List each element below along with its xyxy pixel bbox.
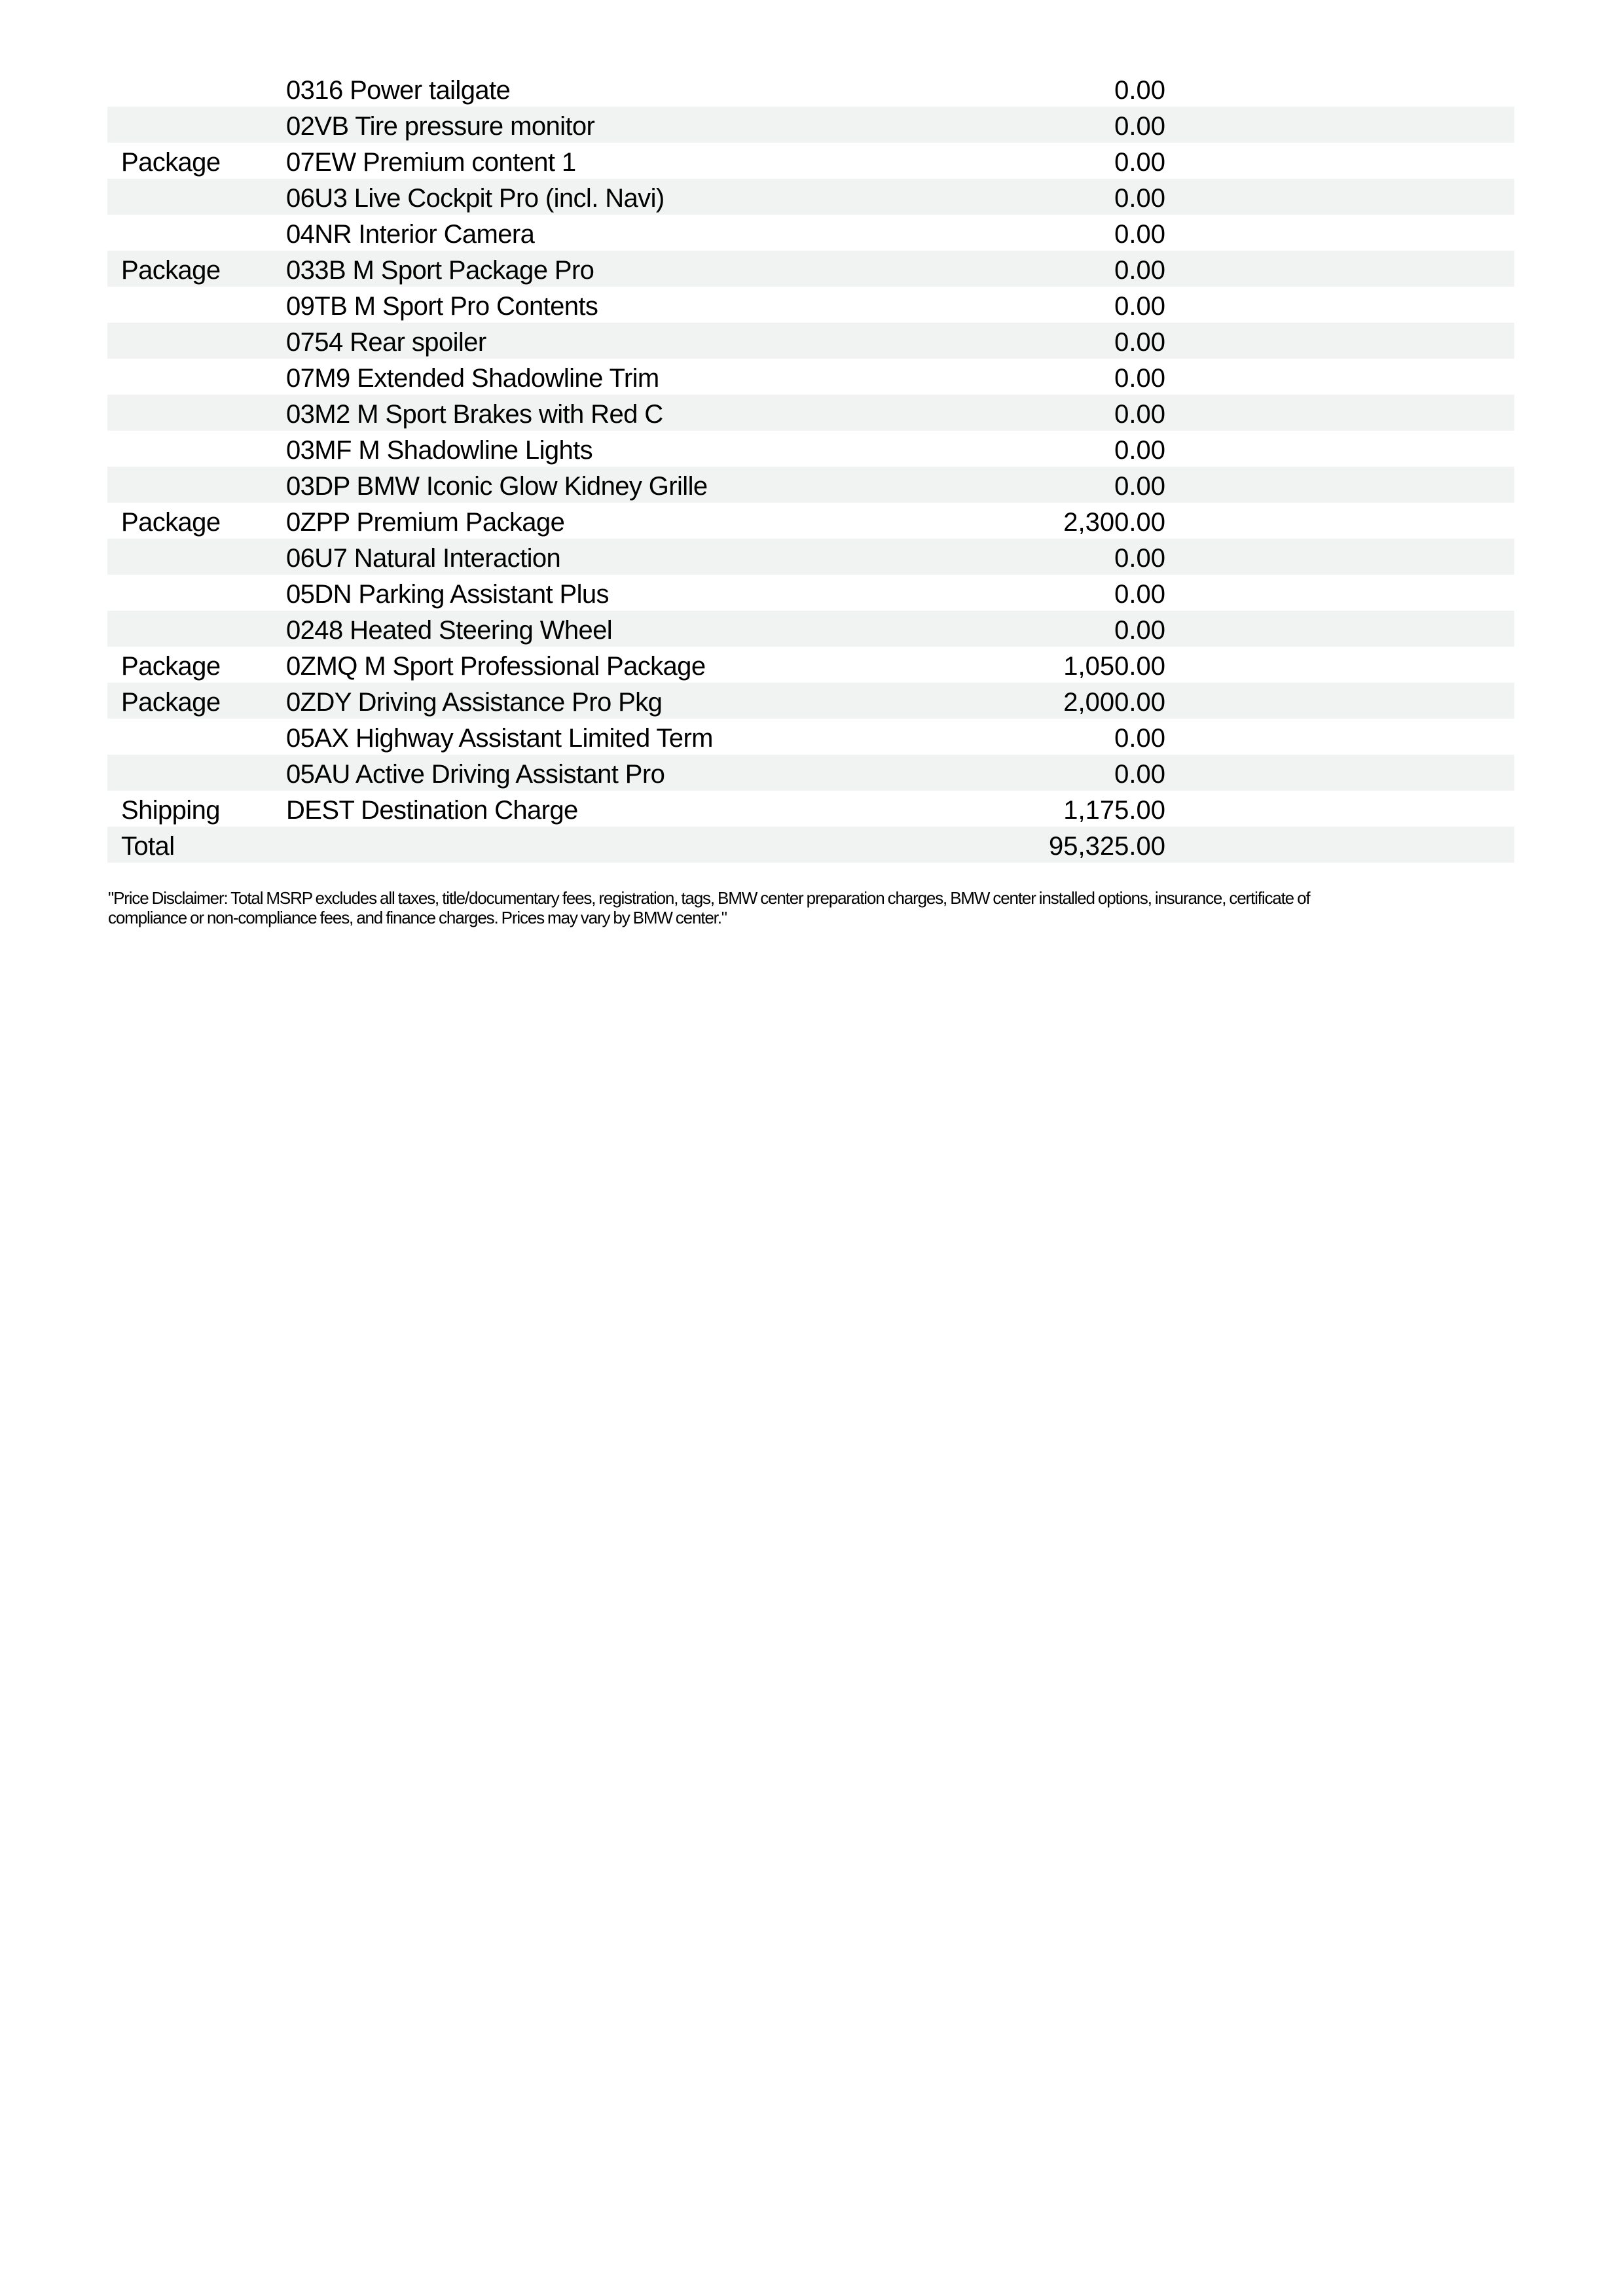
row-price: 0.00 <box>1114 148 1165 177</box>
row-description: 04NR Interior Camera <box>286 220 535 249</box>
price-disclaimer <box>108 888 1516 927</box>
row-category: Package <box>121 256 221 285</box>
row-price: 0.00 <box>1114 400 1165 429</box>
row-description: 03MF M Shadowline Lights <box>286 436 593 465</box>
table-row <box>107 611 1514 647</box>
row-description: 05AU Active Driving Assistant Pro <box>286 760 665 789</box>
row-description: 09TB M Sport Pro Contents <box>286 292 598 321</box>
table-row <box>107 539 1514 575</box>
row-category: Package <box>121 688 221 717</box>
row-price: 0.00 <box>1114 724 1165 753</box>
row-price: 0.00 <box>1114 76 1165 105</box>
row-description: 07EW Premium content 1 <box>286 148 576 177</box>
table-row <box>107 287 1514 323</box>
total-label: Total <box>121 832 175 861</box>
table-row <box>107 323 1514 359</box>
disclaimer-line-2: compliance or non-compliance fees, and finance charges. Prices may vary by BMW center." <box>108 908 727 927</box>
row-price: 0.00 <box>1114 220 1165 249</box>
table-row <box>107 431 1514 467</box>
table-row <box>107 179 1514 215</box>
table-row <box>107 575 1514 611</box>
row-price: 0.00 <box>1114 112 1165 141</box>
row-description: 0316 Power tailgate <box>286 76 511 105</box>
table-row <box>107 359 1514 395</box>
row-description: 0248 Heated Steering Wheel <box>286 616 613 645</box>
table-row <box>107 719 1514 755</box>
row-description: 0ZMQ M Sport Professional Package <box>286 652 706 681</box>
row-price: 0.00 <box>1114 544 1165 573</box>
row-category: Package <box>121 148 221 177</box>
total-price: 95,325.00 <box>1049 832 1165 861</box>
row-price: 0.00 <box>1114 580 1165 609</box>
row-description: 05AX Highway Assistant Limited Term <box>286 724 713 753</box>
row-description: 06U7 Natural Interaction <box>286 544 561 573</box>
table-row <box>107 251 1514 287</box>
row-description: 06U3 Live Cockpit Pro (incl. Navi) <box>286 184 665 213</box>
row-description: 033B M Sport Package Pro <box>286 256 594 285</box>
row-category: Shipping <box>121 796 220 825</box>
row-price: 0.00 <box>1114 256 1165 285</box>
row-price: 0.00 <box>1114 760 1165 789</box>
table-row <box>107 791 1514 827</box>
table-row <box>107 683 1514 719</box>
row-price: 1,175.00 <box>1063 796 1165 825</box>
row-price: 0.00 <box>1114 292 1165 321</box>
row-price: 0.00 <box>1114 436 1165 465</box>
row-description: DEST Destination Charge <box>286 796 578 825</box>
disclaimer-line-1: "Price Disclaimer: Total MSRP excludes all taxes, title/documentary fees, registration, tags, BMW center preparation charges, BMW center installed options, insurance, certificate of <box>108 888 1310 908</box>
row-description: 03M2 M Sport Brakes with Red C <box>286 400 663 429</box>
table-row <box>107 467 1514 503</box>
row-description: 03DP BMW Iconic Glow Kidney Grille <box>286 472 708 501</box>
price-table <box>107 71 1514 863</box>
table-row <box>107 215 1514 251</box>
row-description: 05DN Parking Assistant Plus <box>286 580 609 609</box>
row-category: Package <box>121 652 221 681</box>
table-row <box>107 143 1514 179</box>
row-price: 0.00 <box>1114 364 1165 393</box>
row-description: 0754 Rear spoiler <box>286 328 486 357</box>
table-row <box>107 107 1514 143</box>
table-row <box>107 395 1514 431</box>
table-row <box>107 71 1514 107</box>
row-description: 07M9 Extended Shadowline Trim <box>286 364 659 393</box>
table-row <box>107 503 1514 539</box>
row-price: 0.00 <box>1114 616 1165 645</box>
total-row <box>107 827 1514 863</box>
table-row <box>107 755 1514 791</box>
row-description: 0ZPP Premium Package <box>286 508 565 537</box>
row-price: 0.00 <box>1114 184 1165 213</box>
row-price: 0.00 <box>1114 472 1165 501</box>
row-description: 02VB Tire pressure monitor <box>286 112 595 141</box>
row-price: 2,300.00 <box>1063 508 1165 537</box>
row-description: 0ZDY Driving Assistance Pro Pkg <box>286 688 663 717</box>
table-row <box>107 647 1514 683</box>
row-price: 1,050.00 <box>1063 652 1165 681</box>
row-category: Package <box>121 508 221 537</box>
row-price: 2,000.00 <box>1063 688 1165 717</box>
row-price: 0.00 <box>1114 328 1165 357</box>
